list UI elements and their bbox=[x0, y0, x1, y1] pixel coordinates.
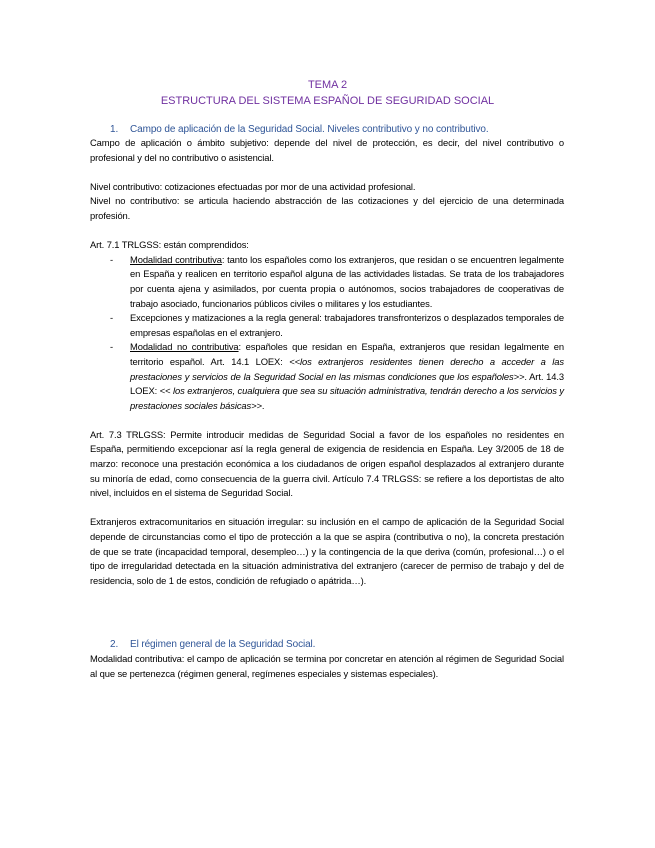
list-item bbox=[90, 253, 564, 311]
quote-loex-14-3: << los extranjeros, cualquiera que sea su situación administrativa, tendrán derecho a los servicios y prestaciones sociales básicas>> bbox=[130, 385, 564, 411]
section-1-body bbox=[90, 136, 564, 588]
topic-subtitle: ESTRUCTURA DEL SISTEMA ESPAÑOL DE SEGURIDAD SOCIAL bbox=[160, 95, 495, 107]
list-item bbox=[90, 311, 564, 340]
item-text: . Art. 14.3 LOEX: bbox=[130, 370, 564, 397]
dash-bullet: - bbox=[110, 341, 114, 353]
section-1-heading-text: Campo de aplicación de la Seguridad Social. Niveles contributivo y no contributivo. bbox=[130, 124, 489, 135]
item-text: : españoles que residan en España, extranjeros que residan legalmente en territorio español. Art. 14.1 LOEX: bbox=[130, 341, 564, 367]
list-item bbox=[90, 340, 564, 413]
section-1-heading bbox=[110, 123, 489, 136]
paragraph-extracomunitarios: Extranjeros extracomunitarios en situación irregular: su inclusión en el campo de aplicación de la Seguridad Social depende de circunstancias como el tipo de protección a la que se aspira (contributiva o no), la concreta prestación de que se trate (incapacidad temporal, desempleo…) y la contingencia de la que deriva (común, profesional…) o el tipo de irregularidad detectada en la situación administrativa del extranjero (carecer de permiso de trabajo y del de residencia, solo de 1 de estos, condición de refugiado o apátrida…). bbox=[90, 516, 564, 586]
dash-bullet: - bbox=[110, 253, 114, 265]
quote-loex-14-1: <<los extranjeros residentes tienen derecho a acceder a las prestaciones y servicios de la Seguridad Social en las mismas condiciones que los españoles>> bbox=[130, 355, 564, 382]
section-2-heading bbox=[110, 638, 315, 651]
item-text: . bbox=[261, 399, 265, 411]
art71-list bbox=[90, 253, 564, 414]
term-modalidad-no-contributiva: Modalidad no contributiva bbox=[130, 341, 239, 353]
section-2-heading-text: El régimen general de la Seguridad Social. bbox=[130, 639, 316, 650]
section-1-number: 1. bbox=[110, 124, 119, 135]
paragraph-nivel-contributivo: Nivel contributivo: cotizaciones efectuadas por mor de una actividad profesional. bbox=[90, 180, 416, 192]
paragraph-art71: Art. 7.1 TRLGSS: están comprendidos: bbox=[90, 239, 249, 251]
dash-bullet: - bbox=[110, 312, 114, 324]
section-2-number: 2. bbox=[110, 639, 119, 650]
paragraph-art73: Art. 7.3 TRLGSS: Permite introducir medidas de Seguridad Social a favor de los españoles no residentes en España, permitiendo excepcionar así la regla general de exigencia de residencia en España. Ley 3/2005 de 18 de marzo: reconoce una prestación económica a los ciudadanos de origen español desplazados al extranjero durante su minoría de edad, como consecuencia de la guerra civil. Artículo 7.4 TRLGSS: se refiere a los deportistas de alto nivel, incluidos en el sistema de Seguridad Social. bbox=[90, 428, 564, 499]
paragraph-regimen-general: Modalidad contributiva: el campo de aplicación se termina por concretar en atención al régimen de Seguridad Social al que se pertenezca (régimen general, regímenes especiales y sistemas especiales). bbox=[90, 653, 564, 679]
section-2-body bbox=[90, 652, 564, 681]
term-modalidad-contributiva: Modalidad contributiva bbox=[130, 253, 222, 265]
topic-title: TEMA 2 bbox=[307, 79, 348, 91]
item-text: : tanto los españoles como los extranjeros, que residan o se encuentren legalmente en España y realicen en territorio español alguna de las actividades listadas. Se trata de los trabajadores por cuenta ajena y asimilados, por cuenta propia o autónomos, socios trabajadores de cooperativas de trabajo asociado, funcionarios públicos civiles o militares y los estudiantes. bbox=[130, 253, 564, 309]
item-text: Excepciones y matizaciones a la regla general: trabajadores transfronterizos o desplazados temporales de empresas españolas en el extranjero. bbox=[130, 312, 564, 338]
paragraph-nivel-no-contributivo: Nivel no contributivo: se articula haciendo abstracción de las cotizaciones y del ejercicio de una determinada profesión. bbox=[90, 195, 564, 221]
paragraph-intro: Campo de aplicación o ámbito subjetivo: depende del nivel de protección, es decir, del nivel contributivo o profesional y del no contributivo o asistencial. bbox=[90, 137, 564, 163]
